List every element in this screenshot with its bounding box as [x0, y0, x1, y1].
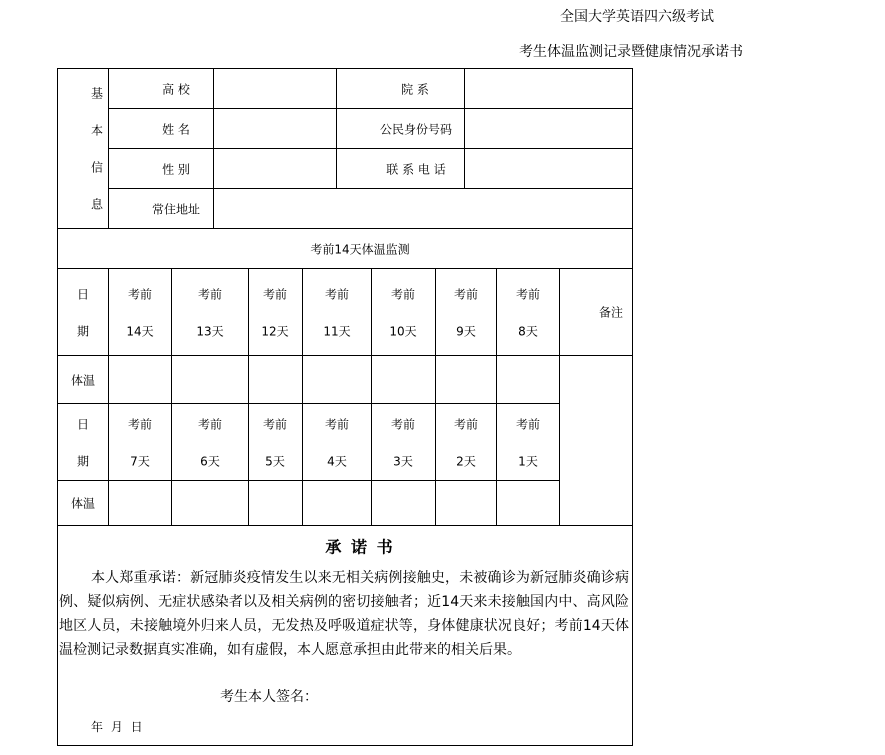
day-prefix: 考前	[515, 287, 541, 302]
day-prefix: 考前	[127, 287, 153, 302]
temp-field[interactable]	[372, 356, 435, 403]
day-label: 7天	[130, 454, 150, 469]
date-label: 年 月 日	[91, 720, 145, 734]
date-label-char: 日	[76, 417, 90, 432]
department-field[interactable]	[465, 69, 632, 108]
day-label: 11天	[323, 324, 351, 339]
date-label-char: 期	[76, 324, 90, 339]
department-label: 院 系	[401, 82, 429, 97]
document-subtitle: 考生体温监测记录暨健康情况承诺书	[519, 44, 743, 60]
grid-line	[57, 228, 633, 229]
phone-field[interactable]	[465, 149, 632, 188]
address-label: 常住地址	[151, 202, 201, 217]
id-number-field[interactable]	[465, 109, 632, 148]
temp-field[interactable]	[436, 481, 496, 525]
temp-field[interactable]	[497, 356, 559, 403]
day-prefix: 考前	[453, 417, 479, 432]
signature-label: 考生本人签名：	[220, 689, 318, 705]
school-field[interactable]	[214, 69, 336, 108]
temp-field[interactable]	[109, 356, 171, 403]
temp-field[interactable]	[303, 356, 371, 403]
day-label: 4天	[327, 454, 347, 469]
gender-field[interactable]	[214, 149, 336, 188]
day-prefix: 考前	[262, 417, 288, 432]
date-label-char: 日	[76, 287, 90, 302]
day-prefix: 考前	[324, 417, 350, 432]
document-title: 全国大学英语四六级考试	[560, 9, 714, 25]
day-prefix: 考前	[197, 417, 223, 432]
pledge-title: 承 诺 书	[325, 537, 395, 557]
temp-field[interactable]	[249, 481, 302, 525]
pledge-body: 本人郑重承诺：新冠肺炎疫情发生以来无相关病例接触史，未被确诊为新冠肺炎确诊病例、疑似病例、无症状感染者以及相关病例的密切接触者；近14天来未接触国内中、高风险地区人员，未接触境外归来人员，无发热及呼吸道症状等，身体健康状况良好；考前14天体温检测记录数据真实准确，如有虚假，本人愿意承担由此带来的相关后果。	[59, 570, 629, 658]
day-label: 10天	[389, 324, 417, 339]
temp-label: 体温	[70, 496, 96, 511]
day-prefix: 考前	[390, 287, 416, 302]
day-prefix: 考前	[324, 287, 350, 302]
date-label-char: 期	[76, 454, 90, 469]
temp-field[interactable]	[303, 481, 371, 525]
grid-line	[57, 268, 633, 269]
grid-line	[108, 68, 109, 228]
day-prefix: 考前	[197, 287, 223, 302]
day-label: 12天	[261, 324, 289, 339]
temp-field[interactable]	[172, 481, 248, 525]
day-prefix: 考前	[515, 417, 541, 432]
temp-field[interactable]	[172, 356, 248, 403]
temp-field[interactable]	[436, 356, 496, 403]
section-label-char: 本	[90, 123, 104, 138]
day-label: 1天	[518, 454, 538, 469]
section-label-char: 信	[90, 160, 104, 175]
phone-label: 联 系 电 话	[386, 162, 446, 177]
grid-line	[57, 403, 560, 404]
temp-field[interactable]	[497, 481, 559, 525]
name-field[interactable]	[214, 109, 336, 148]
grid-line	[57, 525, 633, 526]
section-label-char: 基	[90, 86, 104, 101]
day-prefix: 考前	[453, 287, 479, 302]
day-label: 8天	[518, 324, 538, 339]
temp-field[interactable]	[249, 356, 302, 403]
remarks-label: 备注	[598, 305, 624, 320]
id-number-label: 公民身份号码	[379, 122, 453, 137]
remarks-field[interactable]	[560, 356, 632, 525]
signature-field[interactable]	[330, 684, 620, 708]
grid-line	[336, 68, 337, 188]
name-label: 姓 名	[162, 122, 190, 137]
address-field[interactable]	[214, 189, 632, 228]
school-label: 高 校	[162, 82, 190, 97]
temp-label: 体温	[70, 373, 96, 388]
day-label: 14天	[126, 324, 154, 339]
day-prefix: 考前	[127, 417, 153, 432]
day-prefix: 考前	[262, 287, 288, 302]
day-label: 3天	[393, 454, 413, 469]
section-label-char: 息	[90, 197, 104, 212]
temperature-section-title: 考前14天体温监测	[310, 242, 410, 257]
day-label: 2天	[456, 454, 476, 469]
day-label: 9天	[456, 324, 476, 339]
gender-label: 性 别	[162, 162, 190, 177]
temp-field[interactable]	[109, 481, 171, 525]
day-label: 5天	[265, 454, 285, 469]
day-label: 13天	[196, 324, 224, 339]
temp-field[interactable]	[372, 481, 435, 525]
day-label: 6天	[200, 454, 220, 469]
day-prefix: 考前	[390, 417, 416, 432]
